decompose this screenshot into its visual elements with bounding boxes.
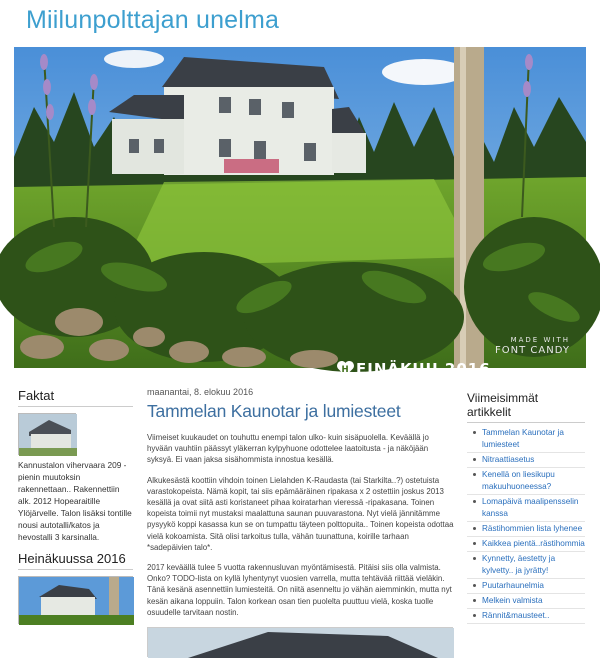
post-body <box>147 432 454 618</box>
list-item <box>467 595 585 609</box>
post-date: maanantai, 8. elokuu 2016 <box>147 387 254 397</box>
heinakuu-title: Heinäkuussa 2016 <box>18 551 133 570</box>
sidebar-left <box>18 388 133 624</box>
blog-title[interactable]: Miilunpolttajan unelma <box>26 6 280 34</box>
post-paragraph: Alkukesästä koottiin vihdoin toinen Lielahden K-Raudasta (tai Starkilta..?) ostetuista varastokopeista. Nämä kopit, tai siis epämääräinen ripakasa x 2 ostettiin joskus 2013 kesällä ja ovat siitä asti koristaneet pihaa koiratarhan vieressä -ripakasana. Toinen kopeista toimii nyt mustaksi maalattuna saunan puuvarastona. Nyt vielä jännitämme pysyykö koppi kasassa kun se on tumpattu täyteen polttopuita.. Toinen kopeista odottaa vielä kokoamista. Sitä olisi tarkoitus tulla, vähän tuunattuna, koirille tarhaan *sadepäivien talo*. <box>147 475 454 552</box>
post-image[interactable] <box>147 627 453 657</box>
recent-article-link[interactable]: Rästihommien lista lyhenee <box>482 524 583 533</box>
credit-line-1: MADE WITH <box>510 336 570 345</box>
fakta-thumbnail[interactable] <box>18 413 76 455</box>
list-item <box>467 553 585 579</box>
list-item <box>467 427 585 453</box>
house-thumbnail-image <box>19 414 77 456</box>
recent-article-link[interactable]: Rännit&mausteet.. <box>482 611 550 620</box>
font-candy-credit <box>495 336 570 356</box>
recent-article-link[interactable]: Lomapäivä maalipensselin kanssa <box>482 497 579 518</box>
list-item <box>467 580 585 594</box>
recent-article-link[interactable]: Puutarhaunelmia <box>482 581 544 590</box>
credit-line-2: FONT CANDY <box>495 344 570 356</box>
recent-article-link[interactable]: Melkein valmista <box>482 596 543 605</box>
sidebar-right <box>467 391 585 625</box>
blog-post <box>147 387 454 657</box>
banner-text <box>336 360 491 378</box>
house-garden-photo <box>14 47 586 368</box>
post-paragraph: Viimeiset kuukaudet on touhuttu enempi talon ulko- kuin sisäpuolella. Keväällä jo hyvään vauhtiin päässyt yläkerran kylpyhuone odottelee laatoitusta - ja näköjään syksyä. Ei vaan jaksa sisähommista innostua kesällä. <box>147 433 429 465</box>
list-item <box>467 610 585 624</box>
recent-articles-list <box>467 427 585 624</box>
header-image <box>14 47 586 378</box>
house-roof-photo <box>148 628 454 658</box>
list-item <box>467 538 585 552</box>
recent-article-link[interactable]: Kaikkea pientä..rästihommia <box>482 539 585 548</box>
banner-label: EINÄKUU 2016 <box>356 360 491 378</box>
post-title[interactable]: Tammelan Kaunotar ja lumiesteet <box>147 401 401 421</box>
heart-icon <box>336 360 355 377</box>
fakta-text: Kannustalon vihervaara 209 -pienin muutoksin rakennettaan.. Rakennettiin alk. 2012 Hopearaitille Ylöjärvelle. Talon lisäksi tontille nousi autotalli/katos ja hevostalli 3 karsinalla. <box>18 460 132 542</box>
list-item <box>467 496 585 522</box>
summer-photo <box>19 577 134 625</box>
list-item <box>467 469 585 495</box>
fakta-title: Faktat <box>18 388 133 407</box>
recent-article-link[interactable]: Tammelan Kaunotar ja lumiesteet <box>482 428 564 449</box>
list-item <box>467 454 585 468</box>
post-paragraph: 2017 keväällä tulee 5 vuotta rakennusluvan myöntämisestä. Pitäisi siis olla valmista. Onko? TODO-lista on kyllä lyhentynyt vuosien varrella, mutta tehtävää riittää vieläkin. Tänä kesänä asennettiin lumiesteitä. On niitä asenneltu jo vähän aiemminkin, mutta nyt kesän aikana loppuiin. Talon korkean osan tien puolelta puuttuu vielä, koska tuolle osuudelle tarvitaan nostin. <box>147 563 452 617</box>
recent-article-link[interactable]: Kynnetty, äestetty ja kylvetty.. ja jyrätty! <box>482 554 556 575</box>
list-item <box>467 523 585 537</box>
heinakuu-image[interactable] <box>18 576 133 624</box>
recent-article-link[interactable]: Kenellä on liesikupu makuuhuoneessa? <box>482 470 555 491</box>
recent-articles-title: Viimeisimmät artikkelit <box>467 391 585 423</box>
recent-article-link[interactable]: Nitraattiasetus <box>482 455 535 464</box>
banner-letter: H <box>341 364 350 375</box>
